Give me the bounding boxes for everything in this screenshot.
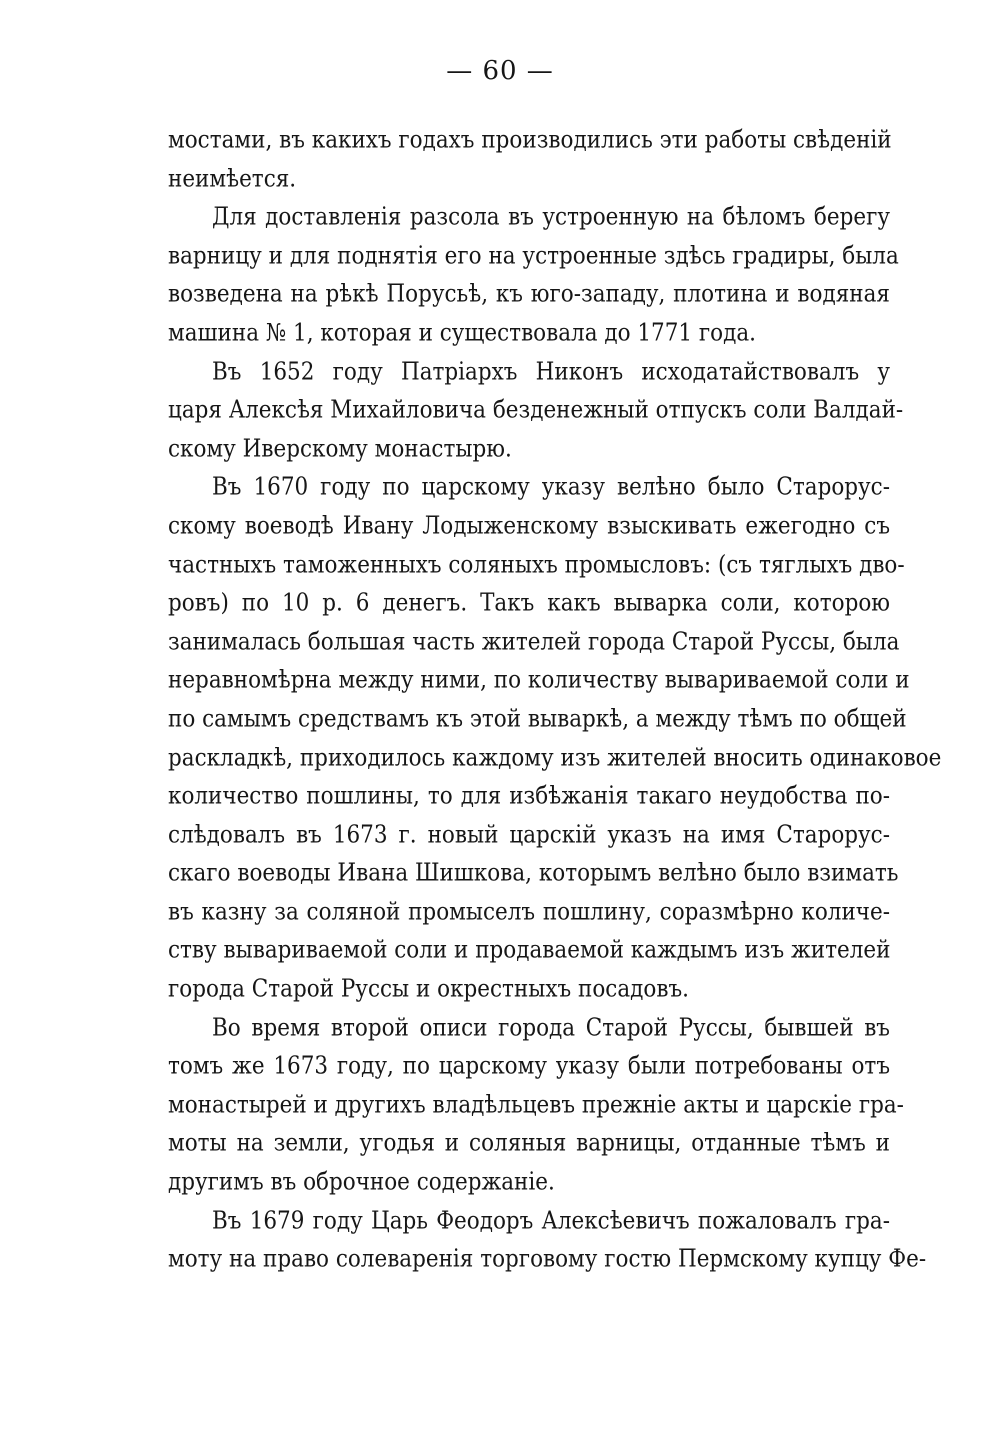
text-line: варницу и для поднятія его на устроенные здѣсь градиры, была [168, 242, 899, 271]
paragraph [168, 469, 942, 1009]
text-line: ровъ) по 10 р. 6 денегъ. Такъ какъ выварка соли, которою [168, 589, 890, 618]
paragraph [168, 354, 904, 470]
text-line: скому Иверскому монастырю. [168, 435, 512, 464]
paragraph [168, 122, 890, 199]
text-line: частныхъ таможенныхъ соляныхъ промысловъ: (съ тяглыхъ дво- [168, 550, 905, 579]
text-line: неимѣется. [168, 164, 297, 193]
text-line: неравномѣрна между ними, по количеству вывариваемой соли и [168, 666, 910, 695]
paragraph [168, 1203, 927, 1280]
paragraph [168, 199, 899, 353]
text-line: Для доставленія разсола въ устроенную на бѣломъ берегу [212, 203, 890, 232]
text-line: мостами, въ какихъ годахъ производились эти работы свѣденій [168, 126, 892, 155]
text-line: по самымъ средствамъ къ этой вываркѣ, а между тѣмъ по общей [168, 705, 907, 734]
text-line: монастырей и другихъ владѣльцевъ прежніе акты и царскіе гра- [168, 1091, 904, 1120]
text-line: въ казну за соляной промыселъ пошлину, соразмѣрно количе- [168, 898, 890, 927]
text-line: томъ же 1673 году, по царскому указу были потребованы отъ [168, 1052, 890, 1081]
text-line: Въ 1670 году по царскому указу велѣно было Старорус- [212, 473, 890, 502]
text-line: Въ 1652 году Патріархъ Никонъ исходатайствовалъ у [212, 357, 890, 386]
text-line: слѣдовалъ въ 1673 г. новый царскій указъ на имя Старорус- [168, 821, 890, 850]
text-line: Во время второй описи города Старой Руссы, бывшей въ [212, 1014, 890, 1043]
text-line: скаго воеводы Ивана Шишкова, которымъ велѣно было взимать [168, 859, 899, 888]
text-line: царя Алексѣя Михайловича безденежный отпускъ соли Валдай- [168, 396, 904, 425]
text-line: занималась большая часть жителей города Старой Руссы, была [168, 628, 900, 657]
text-line: моту на право солеваренія торговому гостю Пермскому купцу Фе- [168, 1245, 927, 1274]
text-line: моты на земли, угодья и соляныя варницы, отданные тѣмъ и [168, 1129, 890, 1158]
text-line: машина № 1, которая и существовала до 1771 года. [168, 319, 757, 348]
text-line: раскладкѣ, приходилось каждому изъ жителей вносить одинаковое [168, 743, 942, 772]
text-line: Въ 1679 году Царь Феодоръ Алексѣевичъ пожаловалъ гра- [212, 1207, 890, 1236]
text-line: возведена на рѣкѣ Порусьѣ, къ юго-западу, плотина и водяная [168, 280, 890, 309]
text-line: скому воеводѣ Ивану Лодыженскому взыскивать ежегодно съ [168, 512, 890, 541]
text-line: другимъ въ оброчное содержаніе. [168, 1168, 555, 1197]
text-line: ству вывариваемой соли и продаваемой каждымъ изъ жителей [168, 936, 891, 965]
text-line: количество пошлины, то для избѣжанія такаго неудобства по- [168, 782, 890, 811]
paragraph [168, 1010, 904, 1203]
page-number: — 60 — [446, 56, 554, 86]
body-text [168, 122, 942, 1280]
text-line: города Старой Руссы и окрестныхъ посадовъ. [168, 975, 689, 1004]
